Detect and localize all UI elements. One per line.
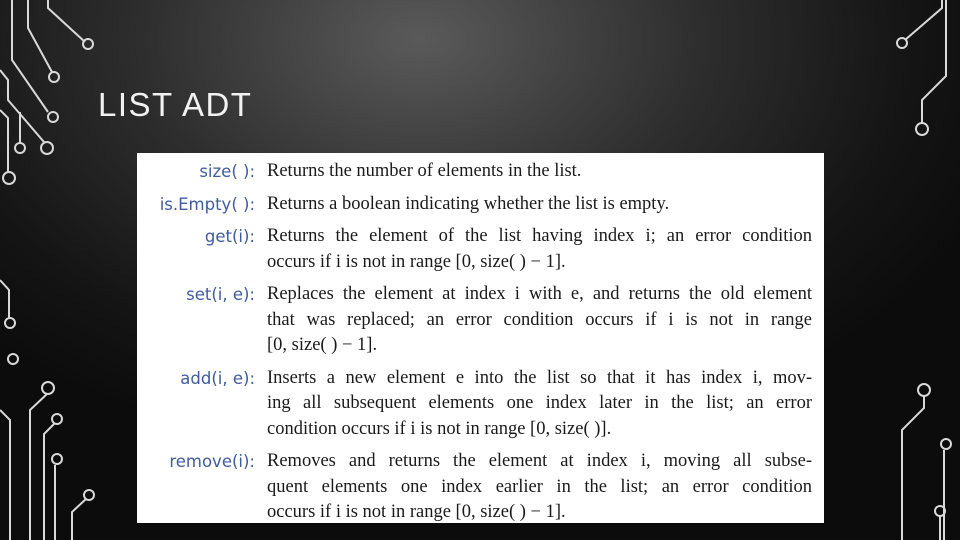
method-signature: get(i):: [204, 227, 255, 246]
description-line: occurs if i is not in range [0, size( ) − 1].: [267, 251, 566, 272]
method-signature: size( ):: [199, 162, 255, 181]
description-line: that was replaced; an error condition occurs if i is not in range: [267, 309, 812, 330]
description-line: Returns a boolean indicating whether the list is empty.: [267, 193, 670, 214]
description-line: occurs if i is not in range [0, size( ) − 1].: [267, 502, 566, 522]
method-signature: remove(i):: [169, 452, 255, 471]
description-line: Removes and returns the element at index i, moving all subse-: [267, 451, 812, 471]
method-row-isempty: [149, 192, 812, 218]
method-description: [267, 224, 812, 275]
method-row-remove: [149, 449, 812, 526]
description-line: Replaces the element at index i with e, and returns the old element: [267, 284, 812, 304]
method-row-add: [149, 366, 812, 443]
method-description: [267, 366, 812, 443]
method-description: [267, 282, 812, 359]
description-line: Inserts a new element e into the list so that it has index i, mov-: [267, 367, 812, 388]
method-row-size: [149, 159, 812, 185]
list-adt-methods-panel: [137, 153, 824, 523]
description-line: condition occurs if i is not in range [0, size( )].: [267, 418, 612, 439]
description-line: ing all subsequent elements one index later in the list; an error: [267, 393, 812, 413]
method-row-get: [149, 224, 812, 275]
description-line: quent elements one index earlier in the list; an error condition: [267, 476, 812, 497]
method-description: [267, 159, 812, 185]
method-description: [267, 192, 812, 218]
description-line: Returns the element of the list having index i; an error condition: [267, 226, 812, 246]
method-signature: is.Empty( ):: [159, 194, 255, 214]
method-signature: add(i, e):: [180, 368, 255, 388]
method-row-set: [149, 282, 812, 359]
description-line: Returns the number of elements in the list.: [267, 161, 582, 181]
slide-title: LIST ADT: [98, 86, 253, 123]
method-description: [267, 449, 812, 526]
description-line: [0, size( ) − 1].: [267, 335, 378, 355]
method-signature: set(i, e):: [186, 285, 255, 304]
